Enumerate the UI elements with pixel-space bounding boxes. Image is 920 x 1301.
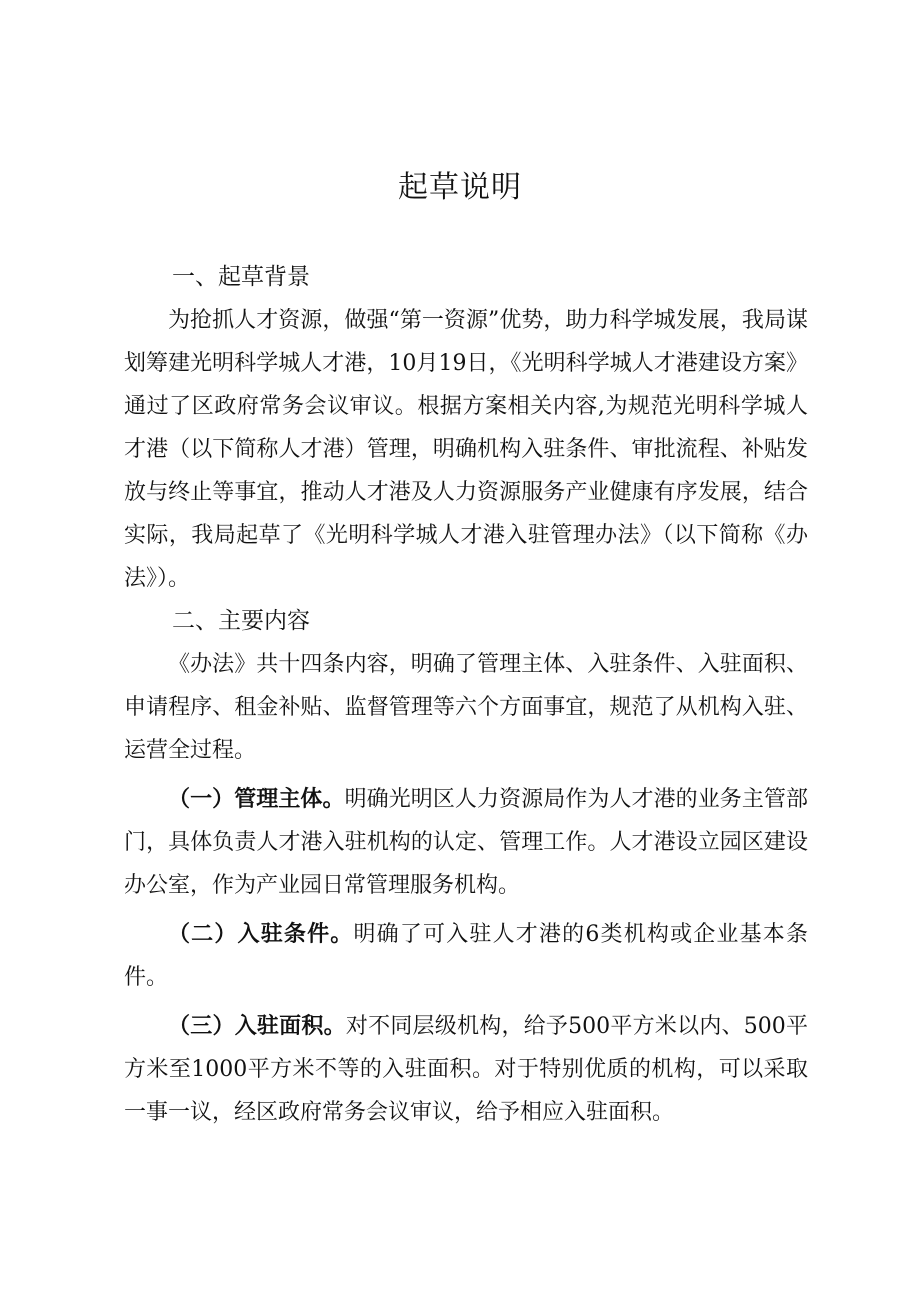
section-heading-background: 一、起草背景 — [172, 264, 310, 290]
document-title: 起草说明 — [398, 170, 522, 205]
item-text: 对不同层级机构，给予500平方米以内、500平方米至1000平方米不等的入驻面积。对于特别优质的机构，可以采取一事一议，经区政府常务会议审议，给予相应入驻面积。 — [124, 1014, 808, 1125]
item-lead: （二）入驻条件。 — [168, 922, 354, 947]
background-paragraph: 为抢抓人才资源，做强“第一资源”优势，助力科学城发展，我局谋划筹建光明科学城人才港，10月19日，《光明科学城人才港建设方案》通过了区政府常务会议审议。根据方案相关内容,为规范光明科学城人才港（以下简称人才港）管理，明确机构入驻条件、审批流程、补贴发放与终止等事宜，推动人才港及人力资源服务产业健康有序发展，结合实际，我局起草了《光明科学城人才港入驻管理办法》（以下简称《办法》）。 — [124, 308, 808, 591]
item-management-body — [124, 778, 808, 907]
main-content-intro: 《办法》共十四条内容，明确了管理主体、入驻条件、入驻面积、申请程序、租金补贴、监督管理等六个方面事宜，规范了从机构入驻、运营全过程。 — [124, 652, 808, 763]
item-entry-area — [124, 1005, 808, 1134]
document-body — [124, 256, 808, 1134]
section-heading-main-content: 二、主要内容 — [172, 608, 310, 634]
item-lead: （一）管理主体。 — [168, 787, 345, 812]
item-text: 明确光明区人力资源局作为人才港的业务主管部门，具体负责人才港入驻机构的认定、管理工作。人才港设立园区建设办公室，作为产业园日常管理服务机构。 — [124, 787, 808, 898]
item-text: 明确了可入驻人才港的6类机构或企业基本条件。 — [124, 922, 808, 990]
item-lead: （三）入驻面积。 — [168, 1014, 346, 1039]
item-entry-conditions — [124, 913, 808, 999]
